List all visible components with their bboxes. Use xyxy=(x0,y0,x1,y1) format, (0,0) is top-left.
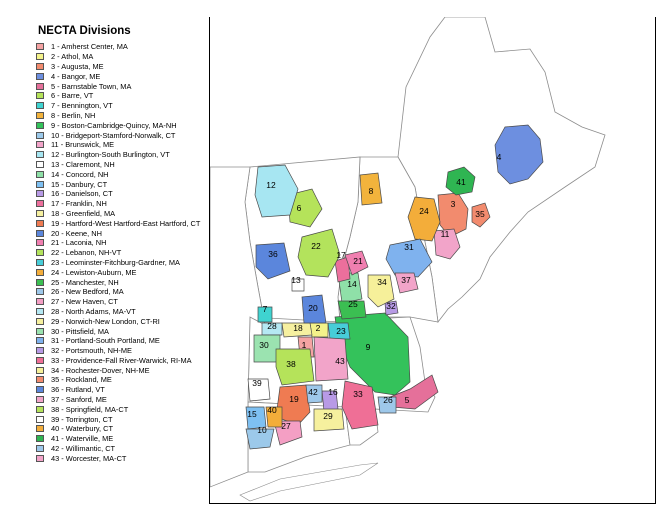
region-label-30: 30 xyxy=(259,340,269,350)
legend-label: 43 - Worcester, MA-CT xyxy=(51,453,127,463)
legend-item xyxy=(36,267,200,277)
legend-item xyxy=(36,120,200,130)
region-label-3: 3 xyxy=(450,199,456,209)
region-label-32: 32 xyxy=(386,301,396,311)
region-label-29: 29 xyxy=(323,411,333,421)
legend-label: 8 - Berlin, NH xyxy=(51,110,96,120)
region-label-13: 13 xyxy=(291,275,301,285)
region-label-39: 39 xyxy=(252,378,262,388)
legend-swatch xyxy=(36,122,44,129)
region-label-33: 33 xyxy=(353,389,363,399)
legend-swatch xyxy=(36,318,44,325)
region-label-1: 1 xyxy=(301,340,307,350)
region-label-37: 37 xyxy=(401,275,411,285)
legend-label: 22 - Lebanon, NH-VT xyxy=(51,248,122,258)
legend-swatch xyxy=(36,43,44,50)
region-label-35: 35 xyxy=(475,209,485,219)
legend-swatch xyxy=(36,445,44,452)
legend-swatch xyxy=(36,347,44,354)
region-label-6: 6 xyxy=(296,203,302,213)
legend-item xyxy=(36,326,200,336)
legend-label: 23 - Leominster-Fitchburg-Gardner, MA xyxy=(51,257,180,267)
legend-swatch xyxy=(36,239,44,246)
legend-swatch xyxy=(36,132,44,139)
region-label-27: 27 xyxy=(281,421,291,431)
legend-item xyxy=(36,375,200,385)
legend-swatch xyxy=(36,367,44,374)
legend-item xyxy=(36,277,200,287)
region-label-31: 31 xyxy=(404,242,414,252)
legend-list xyxy=(36,42,200,463)
legend-label: 20 - Keene, NH xyxy=(51,228,102,238)
legend-item xyxy=(36,111,200,121)
region-label-28: 28 xyxy=(267,321,277,331)
region-label-15: 15 xyxy=(247,409,257,419)
legend-swatch xyxy=(36,141,44,148)
legend-item xyxy=(36,297,200,307)
legend-item xyxy=(36,150,200,160)
legend-label: 42 - Willimantic, CT xyxy=(51,444,116,454)
legend-label: 32 - Portsmouth, NH-ME xyxy=(51,346,132,356)
legend-swatch xyxy=(36,435,44,442)
legend-swatch xyxy=(36,83,44,90)
legend-label: 24 - Lewiston-Auburn, ME xyxy=(51,267,137,277)
legend-item xyxy=(36,169,200,179)
legend-item xyxy=(36,414,200,424)
legend-label: 10 - Bridgeport-Stamford-Norwalk, CT xyxy=(51,130,176,140)
legend-swatch xyxy=(36,171,44,178)
region-label-40: 40 xyxy=(267,405,277,415)
legend-item xyxy=(36,287,200,297)
legend-swatch xyxy=(36,102,44,109)
legend-item xyxy=(36,258,200,268)
legend-label: 29 - Norwich-New London, CT-RI xyxy=(51,316,160,326)
legend-label: 19 - Hartford-West Hartford-East Hartford, CT xyxy=(51,218,201,228)
legend-swatch xyxy=(36,220,44,227)
region-label-18: 18 xyxy=(293,323,303,333)
legend-swatch xyxy=(36,416,44,423)
legend-label: 26 - New Bedford, MA xyxy=(51,287,124,297)
region-label-23: 23 xyxy=(336,326,346,336)
legend-swatch xyxy=(36,357,44,364)
legend-item xyxy=(36,42,200,52)
legend-item xyxy=(36,91,200,101)
legend-label: 4 - Bangor, ME xyxy=(51,71,101,81)
legend-label: 38 - Springfield, MA-CT xyxy=(51,404,129,414)
legend-swatch xyxy=(36,210,44,217)
legend-item xyxy=(36,434,200,444)
legend-swatch xyxy=(36,396,44,403)
legend-swatch xyxy=(36,406,44,413)
legend-swatch xyxy=(36,63,44,70)
legend-label: 7 - Bennington, VT xyxy=(51,101,113,111)
legend-item xyxy=(36,228,200,238)
legend-label: 11 - Brunswick, ME xyxy=(51,140,115,150)
region-label-2: 2 xyxy=(315,323,321,333)
legend-item xyxy=(36,356,200,366)
legend-swatch xyxy=(36,190,44,197)
legend-label: 37 - Sanford, ME xyxy=(51,395,107,405)
legend-item xyxy=(36,160,200,170)
region-label-9: 9 xyxy=(365,342,371,352)
region-label-7: 7 xyxy=(262,304,268,314)
legend-item xyxy=(36,101,200,111)
legend-title: NECTA Divisions xyxy=(38,25,131,37)
region-label-41: 41 xyxy=(456,177,466,187)
new-england-map xyxy=(210,17,655,503)
legend-swatch xyxy=(36,53,44,60)
legend-label: 9 - Boston-Cambridge-Quincy, MA-NH xyxy=(51,120,177,130)
region-label-17: 17 xyxy=(336,250,346,260)
legend-label: 15 - Danbury, CT xyxy=(51,179,108,189)
region-label-20: 20 xyxy=(308,303,318,313)
legend-item xyxy=(36,52,200,62)
legend-swatch xyxy=(36,230,44,237)
legend-item xyxy=(36,209,200,219)
legend-swatch xyxy=(36,425,44,432)
region-label-36: 36 xyxy=(268,249,278,259)
legend-label: 41 - Waterville, ME xyxy=(51,434,114,444)
legend-label: 2 - Athol, MA xyxy=(51,52,94,62)
legend-item xyxy=(36,189,200,199)
legend-item xyxy=(36,365,200,375)
legend-label: 36 - Rutland, VT xyxy=(51,385,105,395)
legend-label: 18 - Greenfield, MA xyxy=(51,208,116,218)
region-label-10: 10 xyxy=(257,425,267,435)
legend-swatch xyxy=(36,200,44,207)
legend-label: 16 - Danielson, CT xyxy=(51,189,113,199)
legend-label: 21 - Laconia, NH xyxy=(51,238,107,248)
legend-item xyxy=(36,395,200,405)
region-label-4: 4 xyxy=(496,152,502,162)
legend-item xyxy=(36,179,200,189)
legend-swatch xyxy=(36,181,44,188)
legend-swatch xyxy=(36,386,44,393)
legend-item xyxy=(36,81,200,91)
legend-item xyxy=(36,307,200,317)
region-label-21: 21 xyxy=(353,256,363,266)
legend-item xyxy=(36,218,200,228)
region-label-19: 19 xyxy=(289,394,299,404)
legend-item xyxy=(36,248,200,258)
legend-swatch xyxy=(36,269,44,276)
legend-label: 35 - Rockland, ME xyxy=(51,375,112,385)
region-label-38: 38 xyxy=(286,359,296,369)
region-label-14: 14 xyxy=(347,279,357,289)
legend-swatch xyxy=(36,298,44,305)
legend-item xyxy=(36,238,200,248)
legend-label: 13 - Claremont, NH xyxy=(51,159,115,169)
legend-item xyxy=(36,424,200,434)
legend-item xyxy=(36,62,200,72)
region-label-26: 26 xyxy=(383,395,393,405)
legend-label: 34 - Rochester-Dover, NH-ME xyxy=(51,365,150,375)
legend-swatch xyxy=(36,259,44,266)
legend-label: 12 - Burlington-South Burlington, VT xyxy=(51,150,170,160)
legend-label: 27 - New Haven, CT xyxy=(51,297,118,307)
region-label-11: 11 xyxy=(440,229,450,239)
legend-label: 17 - Franklin, NH xyxy=(51,199,107,209)
region-label-8: 8 xyxy=(368,186,374,196)
region-label-22: 22 xyxy=(311,241,321,251)
legend-label: 6 - Barre, VT xyxy=(51,91,94,101)
legend-swatch xyxy=(36,151,44,158)
legend-item xyxy=(36,71,200,81)
legend-swatch xyxy=(36,328,44,335)
region-label-34: 34 xyxy=(377,277,387,287)
legend-item xyxy=(36,336,200,346)
region-label-25: 25 xyxy=(348,299,358,309)
region-label-43: 43 xyxy=(335,356,345,366)
legend-item xyxy=(36,199,200,209)
legend-swatch xyxy=(36,92,44,99)
legend-item xyxy=(36,444,200,454)
legend-swatch xyxy=(36,249,44,256)
legend-item xyxy=(36,316,200,326)
legend-swatch xyxy=(36,308,44,315)
legend-label: 1 - Amherst Center, MA xyxy=(51,42,128,52)
legend-swatch xyxy=(36,288,44,295)
legend-item xyxy=(36,385,200,395)
legend-label: 39 - Torrington, CT xyxy=(51,414,113,424)
legend-label: 33 - Providence-Fall River-Warwick, RI-MA xyxy=(51,355,192,365)
legend-label: 28 - North Adams, MA-VT xyxy=(51,306,136,316)
legend-swatch xyxy=(36,73,44,80)
legend-label: 14 - Concord, NH xyxy=(51,169,109,179)
legend-item xyxy=(36,346,200,356)
legend-label: 30 - Pittsfield, MA xyxy=(51,326,109,336)
legend-swatch xyxy=(36,112,44,119)
region-label-5: 5 xyxy=(404,395,410,405)
legend-swatch xyxy=(36,376,44,383)
legend-label: 31 - Portland-South Portland, ME xyxy=(51,336,160,346)
legend-label: 25 - Manchester, NH xyxy=(51,277,119,287)
legend-swatch xyxy=(36,337,44,344)
legend-swatch xyxy=(36,279,44,286)
legend-label: 40 - Waterbury, CT xyxy=(51,424,114,434)
legend-swatch xyxy=(36,455,44,462)
legend-label: 5 - Barnstable Town, MA xyxy=(51,81,132,91)
region-label-16: 16 xyxy=(328,387,338,397)
legend-item xyxy=(36,453,200,463)
legend-label: 3 - Augusta, ME xyxy=(51,61,104,71)
region-label-42: 42 xyxy=(308,387,318,397)
legend-item xyxy=(36,140,200,150)
legend-swatch xyxy=(36,161,44,168)
legend-item xyxy=(36,404,200,414)
legend-panel xyxy=(30,17,210,504)
region-label-24: 24 xyxy=(419,206,429,216)
region-label-12: 12 xyxy=(266,180,276,190)
legend-item xyxy=(36,130,200,140)
